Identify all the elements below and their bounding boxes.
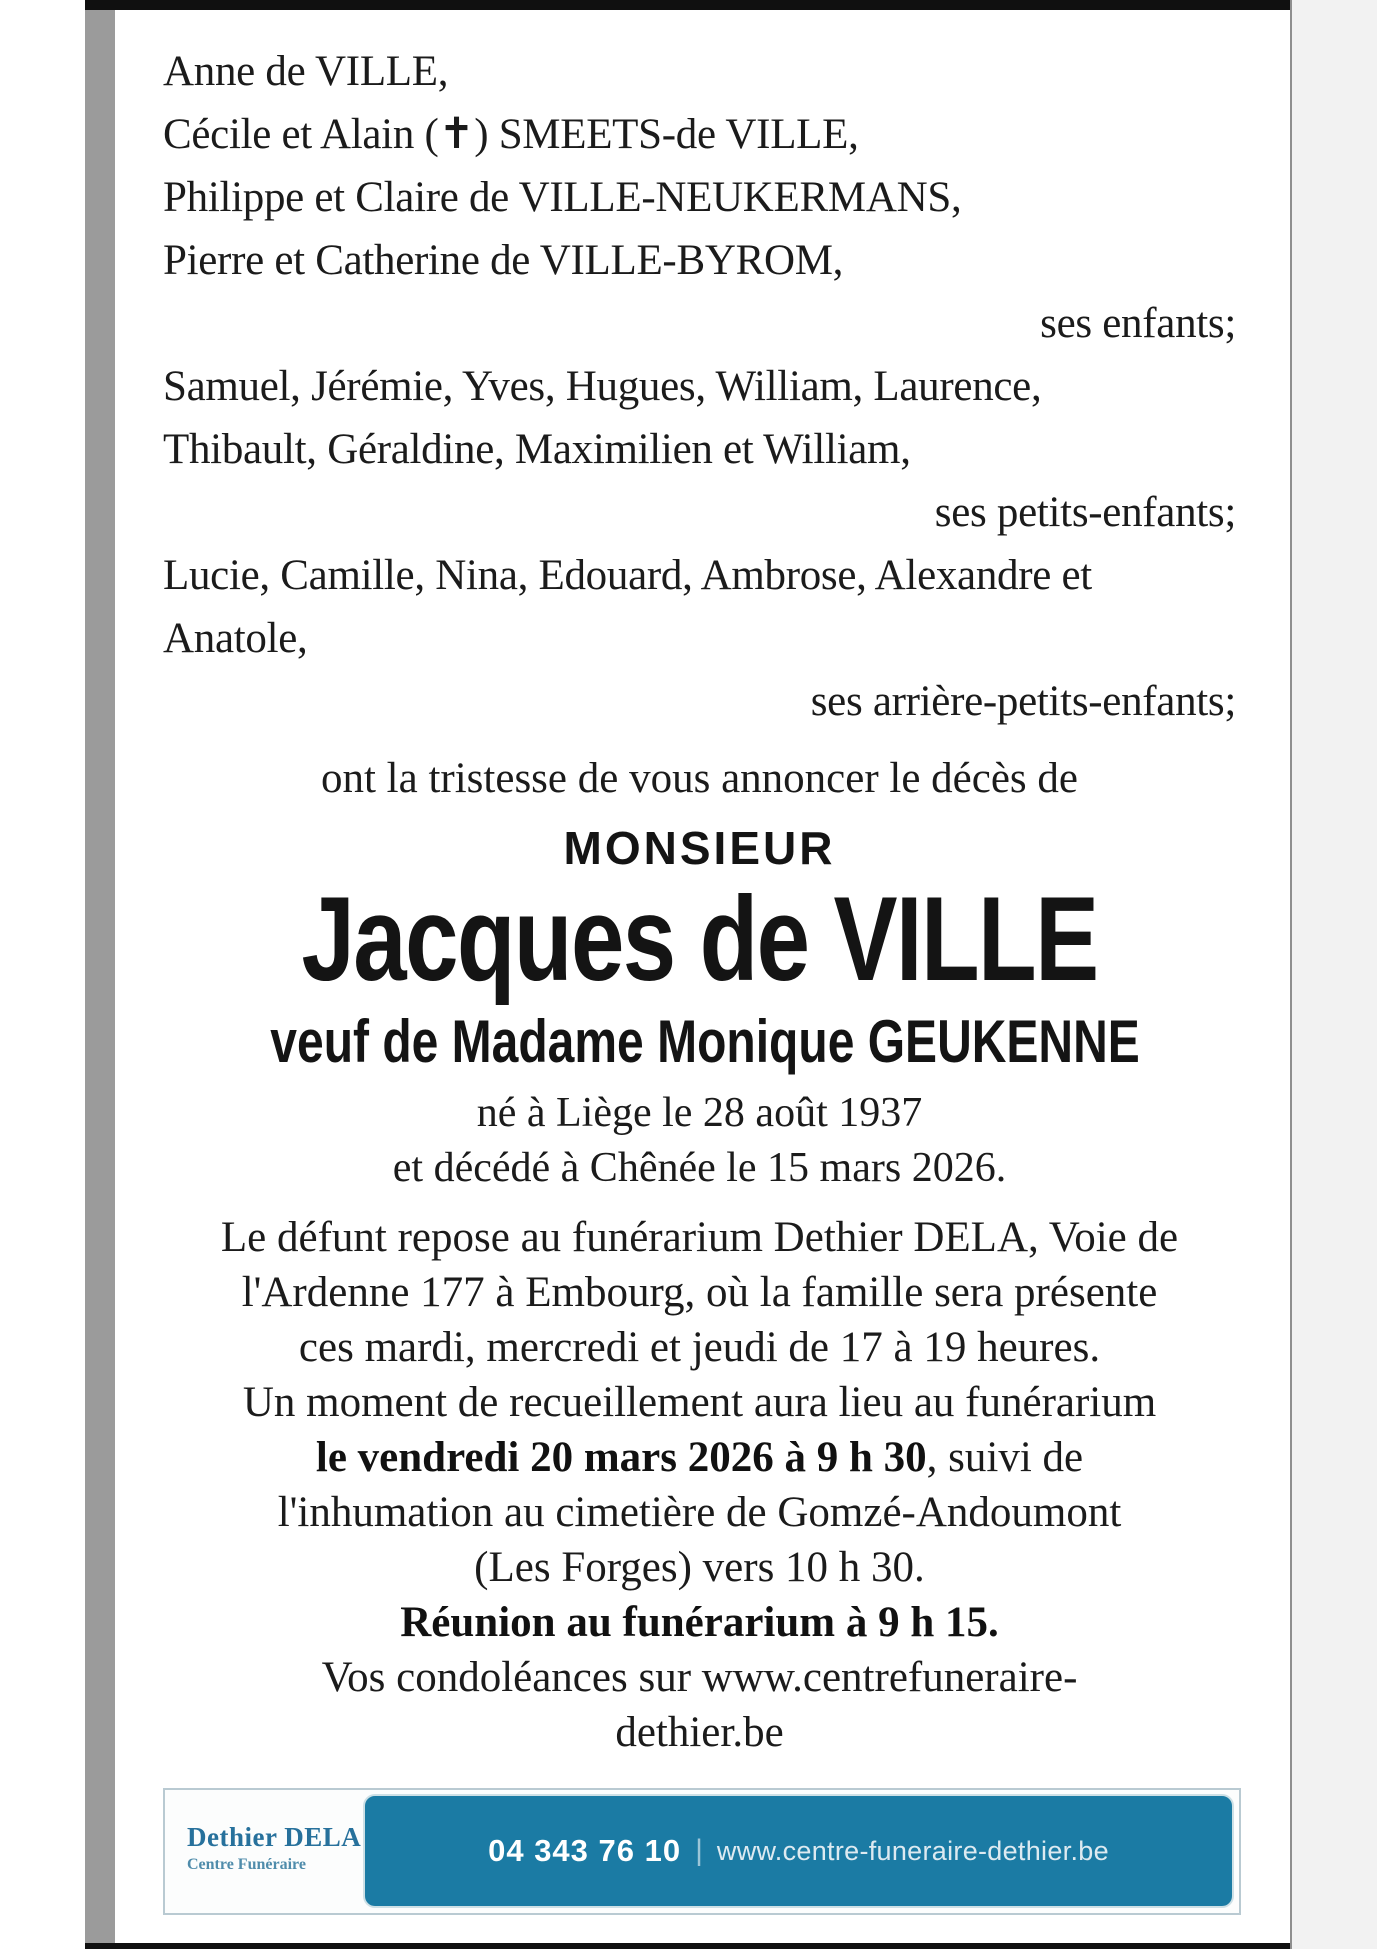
funeral-home-logo [187,1821,361,1873]
funeral-details-block [163,1210,1236,1760]
funeral-line-reunion [163,1595,1236,1650]
reunion-time: Réunion au funérarium à 9 h 15. [400,1599,999,1646]
family-line: Philippe et Claire de VILLE-NEUKERMANS, [163,174,962,221]
family-line: Cécile et Alain (✝) SMEETS-de VILLE, [163,111,859,158]
widower-line: veuf de Madame Monique GEUKENNE [270,1008,1140,1075]
funeral-text: , suivi de [926,1434,1084,1481]
civility-label: MONSIEUR [563,822,836,874]
funeral-text: Le défunt repose au funérarium Dethier DELA, Voie de [220,1214,1179,1261]
family-line: Lucie, Camille, Nina, Edouard, Ambrose, Alexandre et [163,552,1092,599]
funeral-text: ces mardi, mercredi et jeudi de 17 à 19 heures. [298,1324,1101,1371]
phone-number: 04 343 76 10 [488,1833,682,1868]
funeral-line [163,1265,1236,1320]
funeral-line [163,1485,1236,1540]
family-line: Anatole, [163,615,308,662]
funeral-line-ceremony-date [163,1430,1236,1485]
left-gutter-strip [85,10,115,1943]
funeral-line [163,1540,1236,1595]
funeral-line [163,1210,1236,1265]
death-line: et décédé à Chênée le 15 mars 2026. [392,1145,1007,1191]
brand-name: Dethier DELA [187,1821,362,1852]
separator-bar: | [695,1834,703,1867]
family-block [163,40,1236,733]
family-line: Samuel, Jérémie, Yves, Hugues, William, Laurence, [163,363,1042,410]
top-black-bar [85,0,1290,10]
relation-label-grandchildren: ses petits-enfants; [934,489,1236,536]
family-line: Anne de VILLE, [163,48,449,95]
bottom-black-bar [85,1943,1290,1949]
announcement-line: ont la tristesse de vous annoncer le décès de [320,755,1078,802]
obituary-content [115,10,1290,1760]
website-url: www.centre-funeraire-dethier.be [716,1835,1109,1866]
family-line: Pierre et Catherine de VILLE-BYROM, [163,237,844,284]
funeral-text: l'inhumation au cimetière de Gomzé-Andoumont [277,1489,1122,1536]
funeral-line [163,1375,1236,1430]
funeral-home-footer [163,1788,1241,1915]
birth-line: né à Liège le 28 août 1937 [476,1090,923,1136]
funeral-text: l'Ardenne 177 à Embourg, où la famille sera présente [241,1269,1158,1316]
relation-label-great-grandchildren: ses arrière-petits-enfants; [810,678,1236,725]
footer-phone-bar [363,1794,1234,1908]
funeral-text: (Les Forges) vers 10 h 30. [474,1544,925,1591]
ceremony-datetime: le vendredi 20 mars 2026 à 9 h 30 [315,1434,927,1481]
relation-label-children: ses enfants; [1040,300,1236,347]
funeral-text: Un moment de recueillement aura lieu au funérarium [242,1379,1157,1426]
life-dates-block [163,1086,1236,1196]
funeral-line [163,1320,1236,1375]
brand-subtitle: Centre Funéraire [187,1855,306,1873]
obituary-page [85,0,1292,1949]
condolence-line [163,1650,1236,1705]
family-line: Thibault, Géraldine, Maximilien et William, [163,426,911,473]
condolence-text: dethier.be [615,1709,784,1756]
left-margin-area [0,0,85,1949]
condolence-text: Vos condoléances sur www.centrefuneraire- [321,1654,1078,1701]
condolence-line [163,1705,1236,1760]
deceased-name: Jacques de VILLE [301,872,1098,1006]
